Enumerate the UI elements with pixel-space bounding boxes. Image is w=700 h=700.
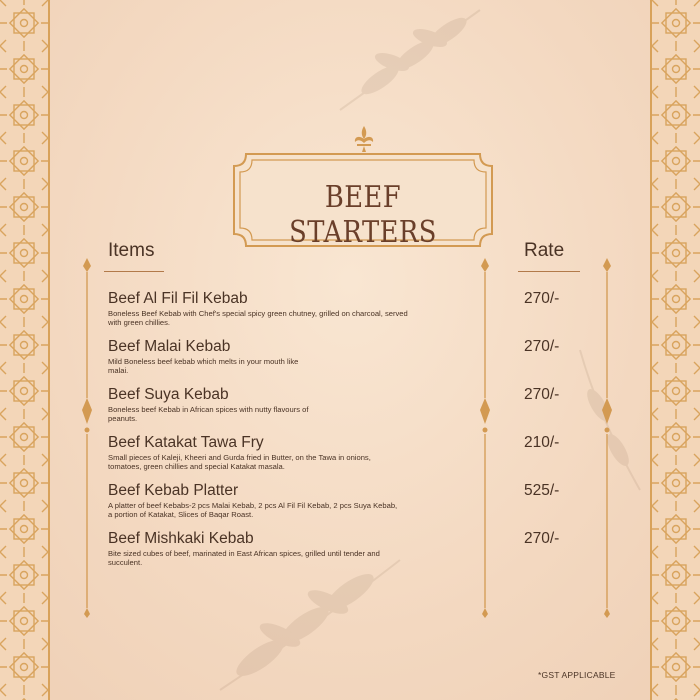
leaf-branch-icon [330,0,490,120]
item-rate: 270/- [524,290,560,307]
item-rate: 270/- [524,338,560,355]
menu-item [108,290,408,338]
item-name: Beef Suya Kebab [108,386,229,403]
rate-list [524,290,594,578]
ornamental-divider-icon [80,258,94,618]
item-name: Beef Malai Kebab [108,338,231,355]
ornamental-divider-icon [600,258,614,618]
fleur-de-lis-icon [352,126,376,152]
gst-footnote: *GST APPLICABLE [538,670,616,680]
item-name: Beef Al Fil Fil Kebab [108,290,248,307]
menu-item [108,434,398,482]
item-description: Bite sized cubes of beef, marinated in East African spices, grilled until tender and succulent. [108,549,380,568]
left-border-line [48,0,50,700]
menu-item-list [108,290,408,578]
rate-column-header: Rate [524,240,565,261]
item-name: Beef Kebab Platter [108,482,239,499]
item-description: Mild Boneless beef kebab which melts in your mouth like malai. [108,357,299,376]
right-border-line [650,0,652,700]
geometric-star-pattern-icon [0,0,48,700]
item-name: Beef Mishkaki Kebab [108,530,254,547]
item-description: Boneless Beef Kebab with Chef's special spicy green chutney, grilled on charcoal, served with green chillies. [108,309,408,328]
items-header-rule [104,271,164,272]
ornamental-divider-icon [478,258,492,618]
items-column-header: Items [108,240,155,261]
item-rate: 525/- [524,482,560,499]
item-rate: 270/- [524,530,560,547]
rate-header-rule [518,271,580,272]
menu-item [108,482,398,530]
menu-item [108,386,398,434]
item-description: Boneless beef Kebab in African spices with nutty flavours of peanuts. [108,405,309,424]
item-rate: 210/- [524,434,560,451]
menu-title: BEEF STARTERS [289,180,437,250]
item-rate: 270/- [524,386,560,403]
item-name: Beef Katakat Tawa Fry [108,434,264,451]
item-description: A platter of beef Kebabs-2 pcs Malai Kebab, 2 pcs Al Fil Fil Kebab, 2 pcs Suya Kebab, a portion of Katakat, Slices of Baqar Roast. [108,501,398,520]
geometric-star-pattern-icon [652,0,700,700]
item-description: Small pieces of Kaleji, Kheeri and Gurda fried in Butter, on the Tawa in onions, tomatoes, green chillies and special Katakat masala. [108,453,371,472]
menu-item [108,338,398,386]
menu-item [108,530,398,578]
